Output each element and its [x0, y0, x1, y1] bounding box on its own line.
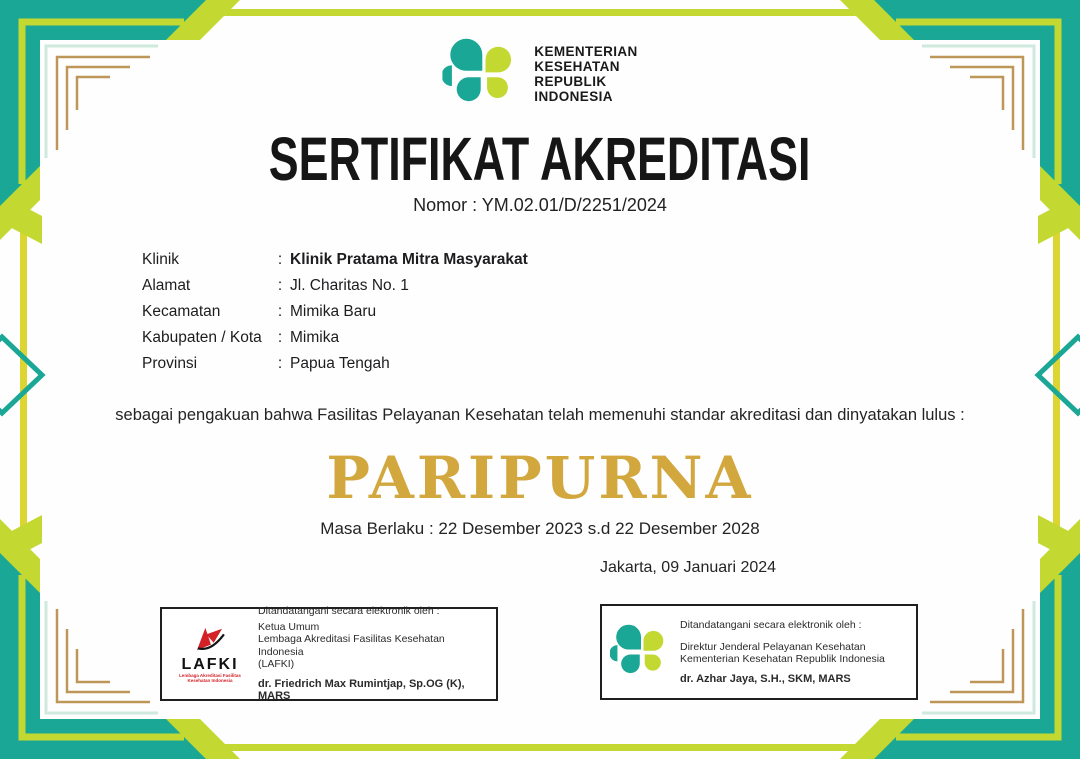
field-value: Jl. Charitas No. 1: [290, 277, 409, 294]
kemenkes-signature-text: [672, 619, 885, 685]
signature-box-lafki: [160, 607, 498, 701]
field-row-alamat: [142, 278, 528, 294]
certificate-number: Nomor : YM.02.01/D/2251/2024: [413, 195, 667, 215]
esign-note: Ditandatangani secara elektronik oleh :: [258, 605, 440, 618]
field-label: Provinsi: [142, 355, 198, 372]
lafki-logo: [170, 626, 250, 683]
signature-box-kemenkes: [600, 604, 918, 700]
lafki-signature-text: [250, 605, 488, 703]
ministry-line: KEMENTERIAN: [534, 44, 638, 59]
signer-role-line: Direktur Jenderal Pelayanan Kesehatan: [680, 640, 866, 653]
field-label: Alamat: [142, 277, 191, 294]
field-row-kecamatan: [142, 304, 528, 320]
signer-role-line: Lembaga Akreditasi Fasilitas Kesehatan Indonesia: [258, 633, 445, 658]
ministry-line: REPUBLIK: [534, 74, 607, 89]
signer-name: dr. Azhar Jaya, S.H., SKM, MARS: [680, 672, 851, 685]
ministry-header: [442, 34, 637, 114]
ministry-line: INDONESIA: [534, 89, 613, 104]
colon-separator: :: [277, 329, 283, 346]
colon-separator: :: [277, 277, 283, 294]
colon-separator: :: [277, 251, 283, 268]
ministry-line: KESEHATAN: [534, 59, 620, 74]
accreditation-grade: PARIPURNA: [326, 444, 754, 512]
kemenkes-logo-icon: [442, 34, 522, 114]
validity-period: Masa Berlaku : 22 Desember 2023 s.d 22 Desember 2028: [320, 519, 760, 538]
field-row-provinsi: [142, 356, 528, 372]
field-row-kabupaten-kota: [142, 330, 528, 346]
colon-separator: :: [277, 355, 283, 372]
certificate-title: SERTIFIKAT AKREDITASI: [269, 123, 811, 194]
field-label: Klinik: [142, 251, 180, 268]
lafki-logo-text: LAFKI: [181, 655, 239, 673]
signer-role-line: Ketua Umum: [258, 620, 320, 633]
field-label: Kabupaten / Kota: [142, 329, 262, 346]
field-label: Kecamatan: [142, 303, 221, 320]
field-value: Mimika Baru: [290, 303, 377, 320]
colon-separator: :: [277, 303, 283, 320]
field-value: Papua Tengah: [290, 355, 390, 372]
esign-note: Ditandatangani secara elektronik oleh :: [680, 619, 862, 631]
signer-role-line: Kementerian Kesehatan Republik Indonesia: [680, 653, 885, 665]
title-wrap: [0, 123, 1080, 194]
lafki-logo-subtext: Lembaga Akreditasi Fasilitas Kesehatan Indonesia: [179, 672, 241, 683]
field-row-klinik: [142, 252, 528, 268]
facility-details: [142, 252, 528, 382]
signer-role-line: (LAFKI): [258, 658, 295, 671]
signer-name: dr. Friedrich Max Rumintjap, Sp.OG (K), MARS: [258, 677, 465, 703]
statement-text: sebagai pengakuan bahwa Fasilitas Pelayanan Kesehatan telah memenuhi standar akreditasi dan dinyatakan lulus :: [115, 406, 965, 424]
field-value: Klinik Pratama Mitra Masyarakat: [290, 251, 528, 268]
ministry-name: [534, 44, 637, 104]
field-value: Mimika: [290, 329, 340, 346]
lafki-bird-icon: [193, 626, 227, 652]
place-date: Jakarta, 09 Januari 2024: [599, 559, 777, 576]
kemenkes-logo-icon: [610, 621, 672, 683]
